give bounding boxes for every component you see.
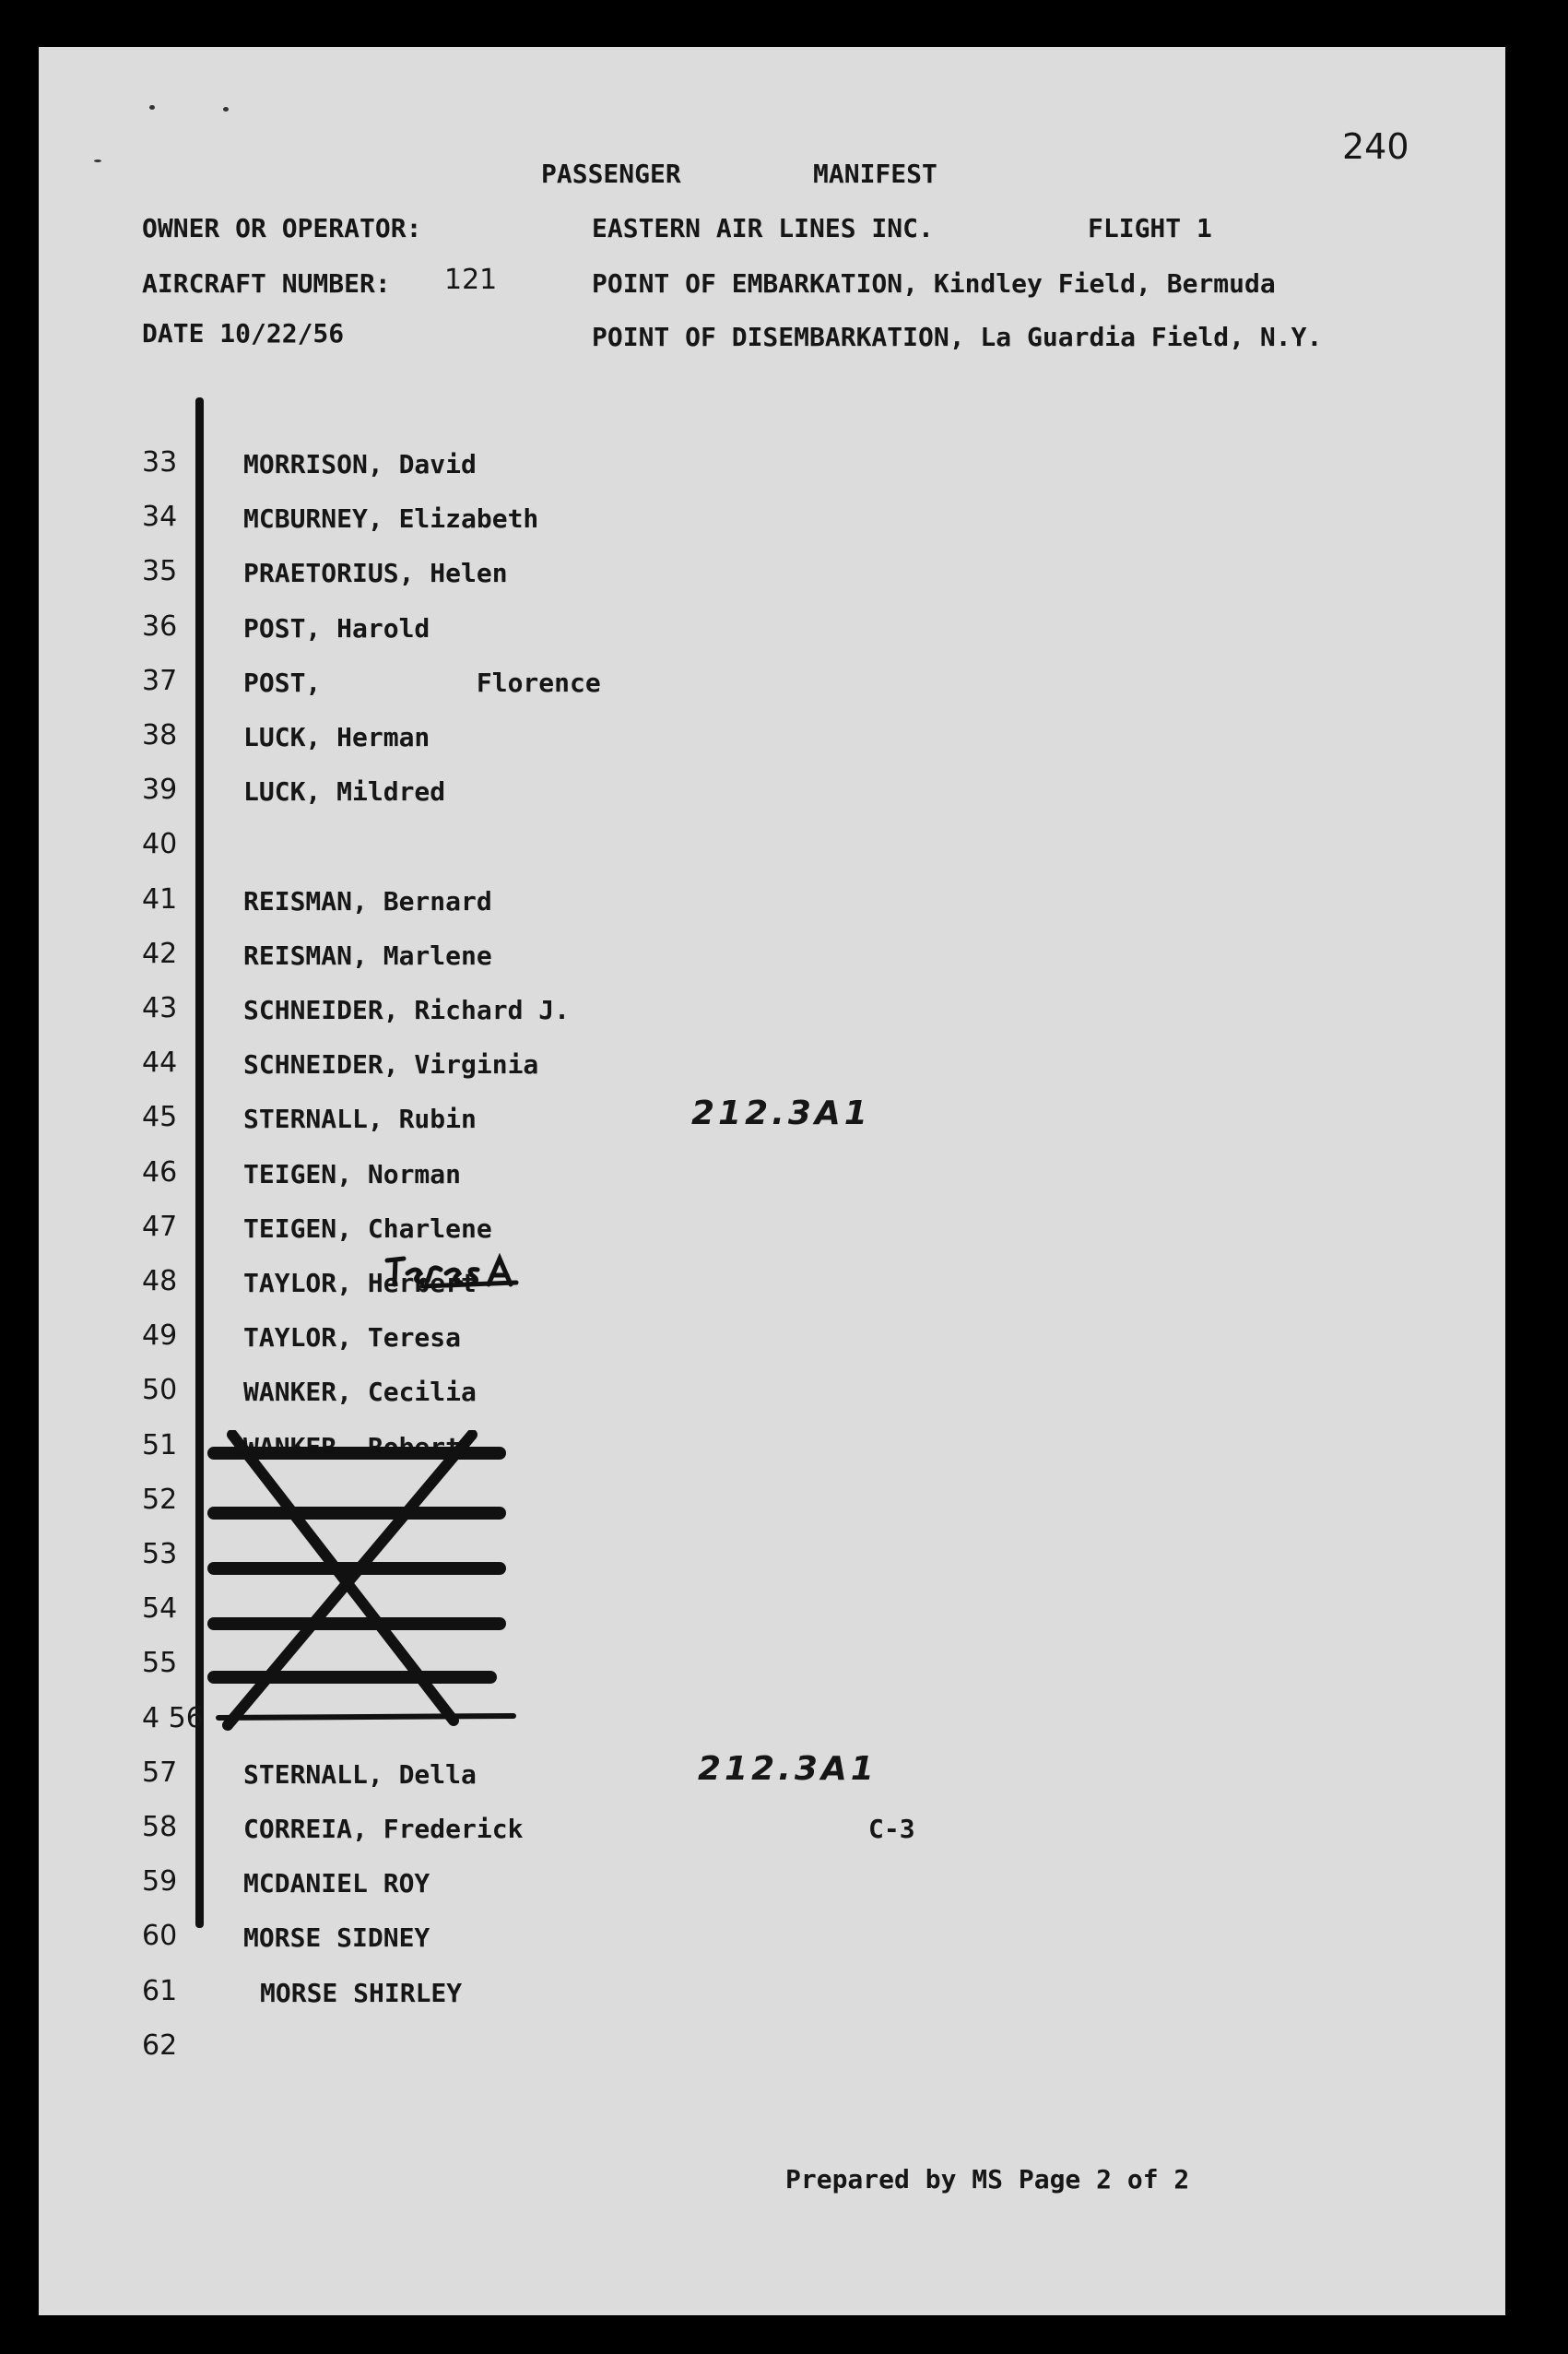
passenger-name: MORSE SIDNEY [243, 1922, 430, 1953]
disembarkation-point: POINT OF DISEMBARKATION, La Guardia Field, N.Y. [592, 322, 1323, 352]
passenger-name: CORREIA, Frederick [243, 1814, 524, 1844]
handwritten-note: 212.3A1 [698, 1750, 878, 1788]
row-number: 36 [142, 610, 178, 643]
passenger-name: SCHNEIDER, Richard J. [243, 995, 571, 1025]
passenger-name: TEIGEN, Charlene [243, 1213, 492, 1244]
manifest-page [39, 47, 1505, 2315]
passenger-name: LUCK, Herman [243, 722, 430, 752]
row-number: 58 [142, 1811, 178, 1843]
row-number: 41 [142, 883, 178, 916]
row-number: 39 [142, 774, 178, 806]
row-number: 51 [142, 1429, 178, 1461]
footer-prepared-by: Prepared by MS Page 2 of 2 [785, 2164, 1190, 2194]
seat-code: C-3 [868, 1814, 915, 1844]
passenger-name: POST, Florence [243, 668, 601, 698]
passenger-name: MCBURNEY, Elizabeth [243, 503, 539, 534]
aircraft-value: 121 [444, 264, 498, 296]
row-number: 59 [142, 1865, 178, 1898]
owner-value: EASTERN AIR LINES INC. [592, 213, 934, 243]
handwritten-correction-teresa [378, 1253, 572, 1299]
passenger-name: TAYLOR, Teresa [243, 1322, 462, 1353]
passenger-name: TEIGEN, Norman [243, 1159, 462, 1189]
passenger-name: REISMAN, Marlene [243, 940, 492, 971]
embarkation-point: POINT OF EMBARKATION, Kindley Field, Bermuda [592, 268, 1276, 299]
row-number: 57 [142, 1757, 178, 1789]
row-number: 48 [142, 1265, 178, 1297]
title-passenger: PASSENGER [541, 159, 681, 189]
row-number: 37 [142, 665, 178, 697]
passenger-name: WANKER, Robert [243, 1432, 462, 1462]
passenger-name: TAYLOR, Herbert [243, 1268, 477, 1298]
row-number: 35 [142, 555, 178, 587]
page-number: 240 [1342, 126, 1409, 167]
passenger-name: REISMAN, Bernard [243, 886, 492, 917]
title-manifest: MANIFEST [813, 159, 937, 189]
row-number: 54 [142, 1592, 178, 1625]
passenger-name: LUCK, Mildred [243, 776, 446, 807]
passenger-name: MORSE SHIRLEY [260, 1978, 463, 2008]
row-number: 42 [142, 938, 178, 970]
passenger-name: STERNALL, Della [243, 1759, 477, 1790]
row-number: 53 [142, 1538, 178, 1570]
row-number: 52 [142, 1484, 178, 1516]
row-number: 43 [142, 992, 178, 1024]
row-number: 49 [142, 1319, 178, 1352]
row-number: 45 [142, 1101, 178, 1133]
flight-number: FLIGHT 1 [1088, 213, 1212, 243]
row-number: 33 [142, 446, 178, 479]
row-number: 61 [142, 1975, 178, 2007]
row-number: 44 [142, 1047, 178, 1079]
row-number: 55 [142, 1647, 178, 1679]
passenger-name: MORRISON, David [243, 449, 477, 479]
aircraft-label: AIRCRAFT NUMBER: [142, 268, 391, 299]
passenger-name: PRAETORIUS, Helen [243, 558, 508, 588]
row-number: 38 [142, 719, 178, 751]
strikeout-mark [205, 1430, 536, 1744]
row-number: 50 [142, 1374, 178, 1406]
owner-label: OWNER OR OPERATOR: [142, 213, 422, 243]
row-number: 40 [142, 828, 178, 860]
row-number: 46 [142, 1156, 178, 1189]
row-number: 47 [142, 1211, 178, 1243]
row-number: 62 [142, 2029, 178, 2062]
passenger-name: STERNALL, Rubin [243, 1104, 477, 1134]
manifest-date: DATE 10/22/56 [142, 318, 345, 349]
passenger-name: MCDANIEL ROY [243, 1868, 430, 1899]
row-number: 60 [142, 1920, 178, 1952]
passenger-name: POST, Harold [243, 613, 430, 644]
handwritten-note: 212.3A1 [691, 1094, 871, 1132]
passenger-name: SCHNEIDER, Virginia [243, 1049, 539, 1080]
row-number: 34 [142, 501, 178, 533]
row-number: 4 56 [142, 1702, 204, 1734]
passenger-name: WANKER, Cecilia [243, 1377, 477, 1407]
